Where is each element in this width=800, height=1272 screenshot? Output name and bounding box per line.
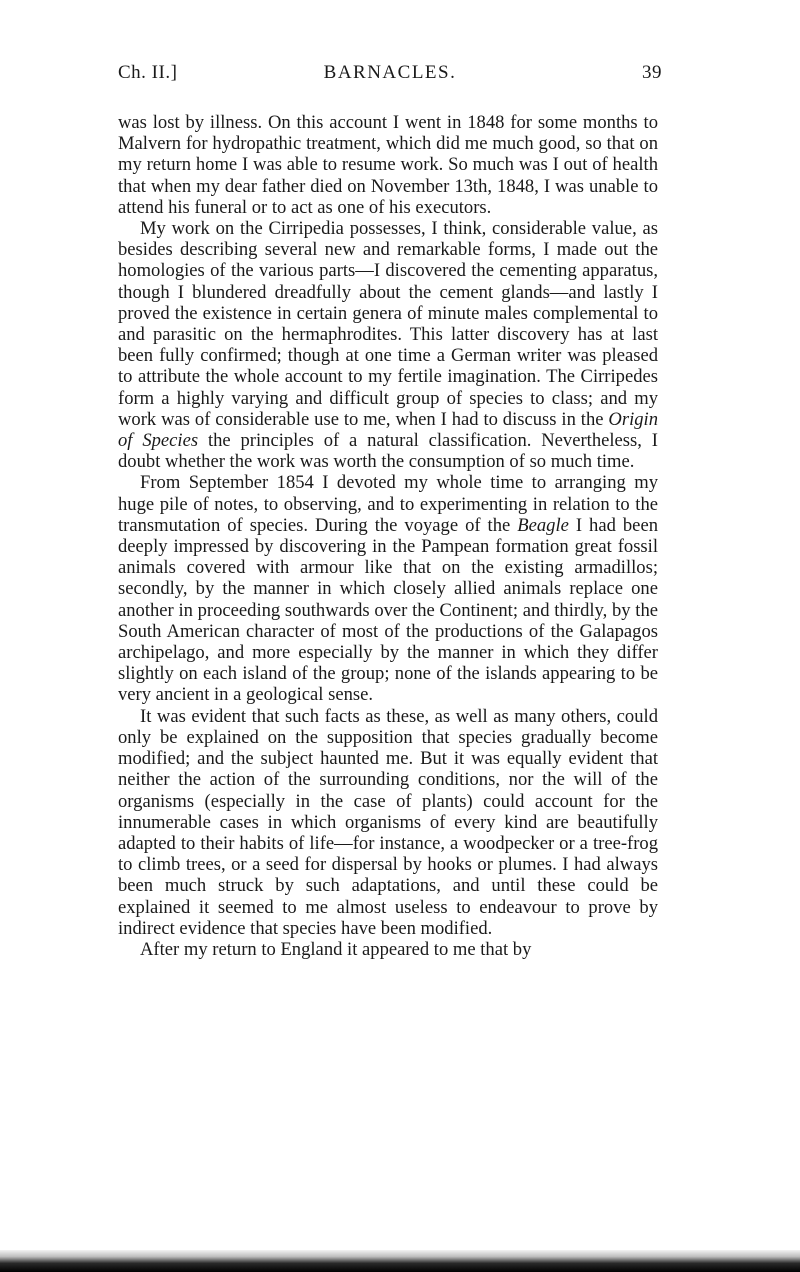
paragraph: From September 1854 I devoted my whole time to arranging my huge pile of notes, to observing, and to experimenting in relation to the transmutation of species. During the voyage of the Beagle I had been deeply impressed by discovering in the Pampean formation great fossil animals covered with armour like that on the existing armadillos; secondly, by the manner in which closely allied animals replace one another in proceeding southwards over the Continent; and thirdly, by the South American character of most of the productions of the Galapagos archipelago, and more especially by the manner in which they differ slightly on each island of the group; none of the islands appearing to be very ancient in a geological sense. xyxy=(118,472,658,706)
running-head xyxy=(118,62,662,88)
page-number: 39 xyxy=(642,62,662,83)
body-text xyxy=(118,112,658,960)
page-title: BARNACLES. xyxy=(323,62,457,83)
chapter-label: Ch. II.] xyxy=(118,62,178,83)
paragraph: After my return to England it appeared to me that by xyxy=(140,938,532,960)
paragraph: My work on the Cirripedia possesses, I think, considerable value, as besides describing several new and remarkable forms, I made out the homologies of the various parts—I discovered the cementing apparatus, though I blundered dreadfully about the cement glands—and lastly I proved the existence in certain genera of minute males complemental to and parasitic on the hermaphrodites. This latter discovery has at last been fully confirmed; though at one time a German writer was pleased to attribute the whole account to my fertile imagination. The Cirripedes form a highly varying and difficult group of species to class; and my work was of considerable use to me, when I had to discuss in the Origin of Species the principles of a natural classification. Nevertheless, I doubt whether the work was worth the consumption of so much time. xyxy=(118,218,658,473)
paragraph: was lost by illness. On this account I went in 1848 for some months to Malvern for hydropathic treatment, which did me much good, so that on my return home I was able to resume work. So much was I out of health that when my dear father died on November 13th, 1848, I was unable to attend his funeral or to act as one of his executors. xyxy=(118,112,658,218)
scan-edge-shadow xyxy=(0,1232,800,1272)
paragraph: It was evident that such facts as these, as well as many others, could only be explained on the supposition that species gradually become modified; and the subject haunted me. But it was equally evident that neither the action of the surrounding conditions, nor the will of the organisms (especially in the case of plants) could account for the innumerable cases in which organisms of every kind are beautifully adapted to their habits of life—for instance, a woodpecker or a tree-frog to climb trees, or a seed for dispersal by hooks or plumes. I had always been much struck by such adaptations, and until these could be explained it seemed to me almost useless to endeavour to prove by indirect evidence that species have been modified. xyxy=(118,705,658,939)
